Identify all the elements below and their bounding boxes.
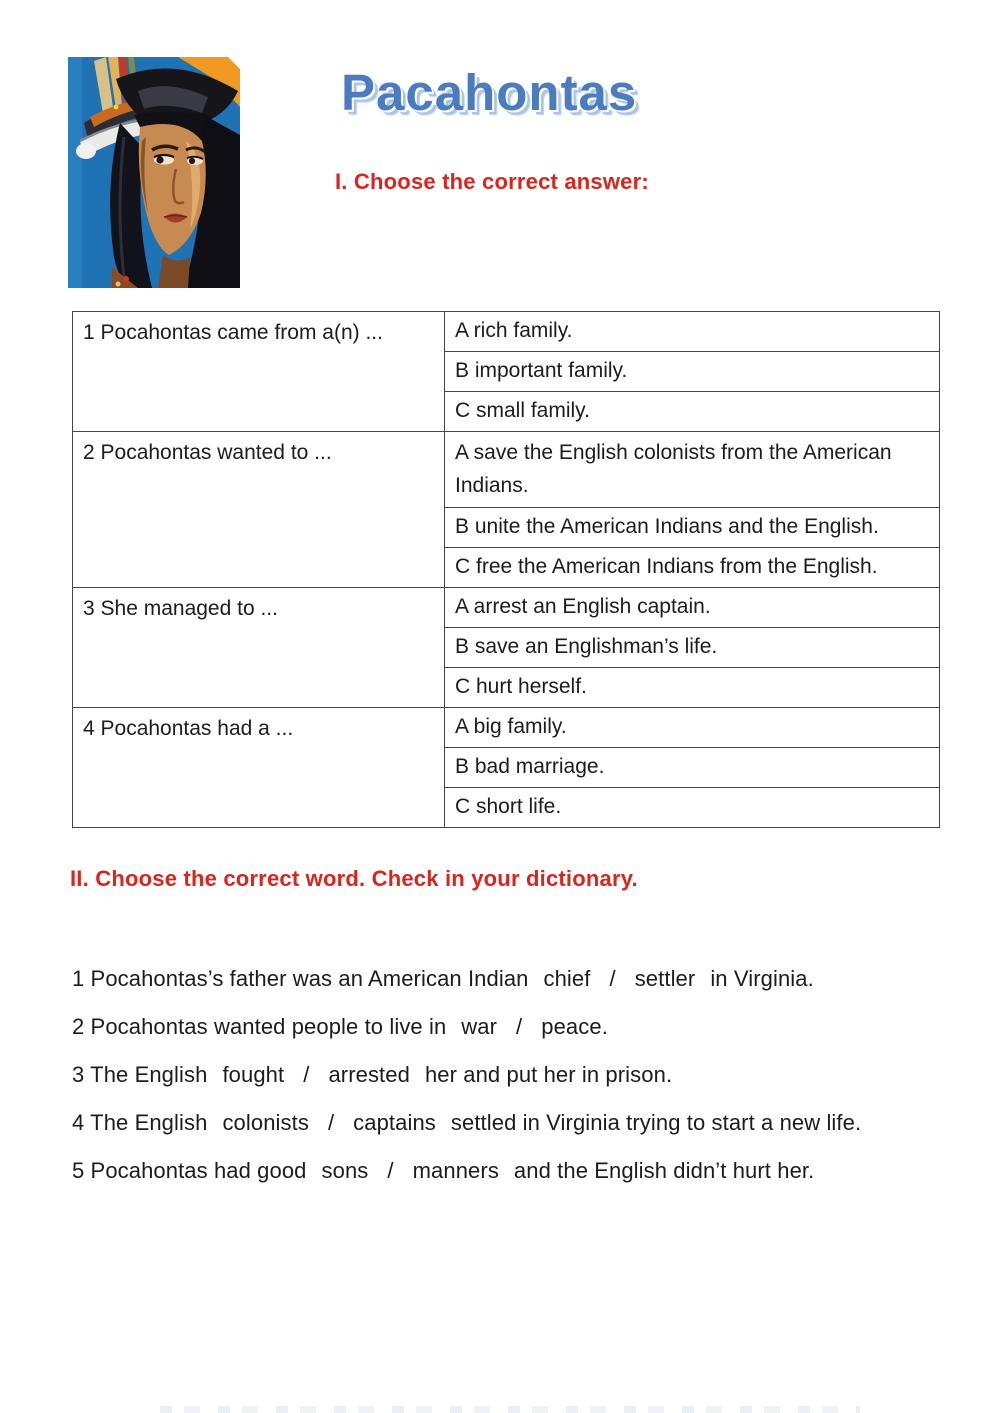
table-row: [73, 432, 940, 508]
sentence-2-text: 2 Pocahontas wanted people to live in: [72, 1014, 447, 1039]
question-1-option-b[interactable]: B important family.: [445, 352, 940, 392]
portrait-bg-light-edge: [68, 57, 82, 288]
slash-separator: /: [303, 1062, 310, 1087]
section2-heading: II. Choose the correct word. Check in your dictionary.: [70, 866, 638, 891]
section1-heading: I. Choose the correct answer:: [335, 169, 649, 194]
sentence-5-choice-1[interactable]: sons: [321, 1158, 369, 1183]
question-2-option-a[interactable]: A save the English colonists from the American Indians.: [445, 432, 940, 508]
sentence-5-text: 5 Pocahontas had good: [72, 1158, 307, 1183]
sentence-1: [72, 966, 814, 992]
question-4: 4 Pocahontas had a ...: [73, 708, 445, 828]
sentence-2-choice-1[interactable]: war: [461, 1014, 498, 1039]
question-4-option-a[interactable]: A big family.: [445, 708, 940, 748]
question-2: 2 Pocahontas wanted to ...: [73, 432, 445, 588]
slash-separator: /: [327, 1110, 335, 1135]
sentence-5: [72, 1158, 814, 1184]
question-4-option-b[interactable]: B bad marriage.: [445, 748, 940, 788]
sentence-3-text-end: her and put her in prison.: [424, 1062, 673, 1087]
table-row: [73, 588, 940, 628]
slash-separator: /: [609, 966, 616, 991]
sentence-3-text: 3 The English: [72, 1062, 208, 1087]
sentence-4-text: 4 The English: [72, 1110, 208, 1135]
sentence-4-choice-1[interactable]: colonists: [222, 1110, 309, 1135]
sentence-4-choice-2[interactable]: captains: [353, 1110, 436, 1135]
pocahontas-portrait-image: [68, 57, 240, 288]
question-4-option-c[interactable]: C short life.: [445, 788, 940, 828]
sentence-2-choice-2[interactable]: peace.: [541, 1014, 608, 1039]
question-3-option-b[interactable]: B save an Englishman’s life.: [445, 628, 940, 668]
question-1: 1 Pocahontas came from a(n) ...: [73, 312, 445, 432]
slash-separator: /: [516, 1014, 523, 1039]
sentence-3-choice-2[interactable]: arrested: [328, 1062, 410, 1087]
question-2-option-c[interactable]: C free the American Indians from the English.: [445, 548, 940, 588]
question-3-option-a[interactable]: A arrest an English captain.: [445, 588, 940, 628]
question-3: 3 She managed to ...: [73, 588, 445, 708]
sentence-1-text: 1 Pocahontas’s father was an American Indian: [72, 966, 529, 991]
question-3-option-c[interactable]: C hurt herself.: [445, 668, 940, 708]
table-row: [73, 312, 940, 352]
sentence-4: [72, 1110, 861, 1136]
sentence-1-text-end: in Virginia.: [710, 966, 814, 991]
question-2-option-b[interactable]: B unite the American Indians and the English.: [445, 508, 940, 548]
sentence-3: [72, 1062, 672, 1088]
sentence-1-choice-2[interactable]: settler: [634, 966, 696, 991]
sentence-5-text-end: and the English didn’t hurt her.: [513, 1158, 815, 1183]
question-table: [72, 311, 940, 828]
slash-separator: /: [387, 1158, 394, 1183]
sentence-5-choice-2[interactable]: manners: [412, 1158, 499, 1183]
question-1-option-a[interactable]: A rich family.: [445, 312, 940, 352]
sentence-1-choice-1[interactable]: chief: [543, 966, 591, 991]
cut-off-text-artifact: [160, 1406, 860, 1413]
question-1-option-c[interactable]: C small family.: [445, 392, 940, 432]
sentence-4-text-end: settled in Virginia trying to start a new life.: [450, 1110, 862, 1135]
table-row: [73, 708, 940, 748]
sentence-2: [72, 1014, 623, 1040]
page-title: Pacahontas: [341, 64, 638, 121]
sentence-3-choice-1[interactable]: fought: [222, 1062, 285, 1087]
